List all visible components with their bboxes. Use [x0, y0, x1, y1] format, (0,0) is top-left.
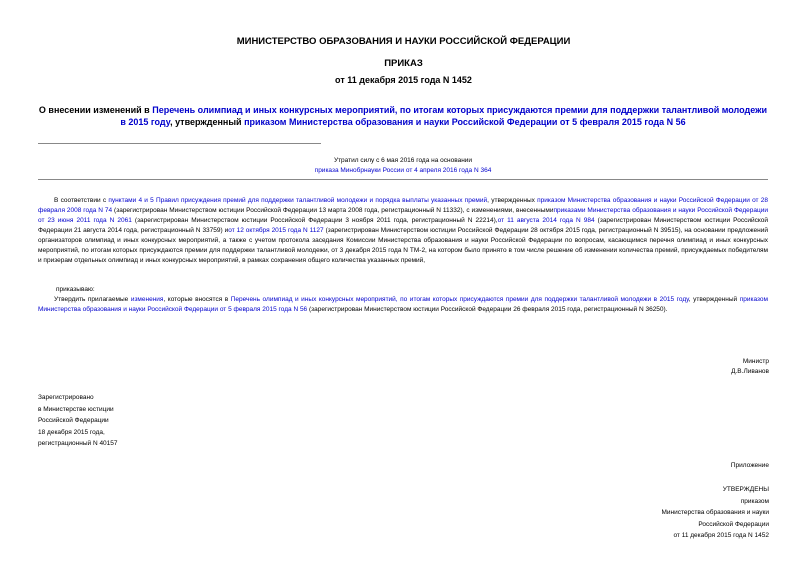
signature-name: Д.В.Ливанов [731, 368, 769, 375]
lost-force-line: Утратил силу с 6 мая 2016 года на основании [333, 157, 473, 164]
ministry-heading: МИНИСТЕРСТВО ОБРАЗОВАНИЯ И НАУКИ РОССИЙСКОЙ ФЕДЕРАЦИИ [236, 36, 571, 47]
approval-block [661, 484, 769, 542]
order-word: приказываю: [56, 286, 95, 293]
lost-force-link[interactable]: приказа Минобрнауки России от 4 апреля 2016 года N 364 [314, 167, 492, 174]
registration-line: Зарегистрировано [38, 394, 94, 401]
doc-date-number: от 11 декабря 2015 года N 1452 [335, 75, 472, 85]
p1-link-order-2061[interactable]: приказами Министерства образования и науки Российской Федерации от 23 июня 2011 года N 2061 [38, 207, 768, 224]
title-link-order[interactable]: приказом Министерства образования и науки Российской Федерации от 5 февраля 2015 года N 56 [244, 117, 686, 127]
preamble-paragraph [38, 196, 768, 266]
signature-position: Министр [742, 358, 769, 365]
divider-short [38, 143, 321, 144]
p1-link-order-1127[interactable]: от 12 октября 2015 года N 1127 [228, 227, 324, 234]
approval-line: от 11 декабря 2015 года N 1452 [673, 532, 769, 539]
approval-line: Российской Федерации [698, 520, 769, 528]
appendix-label: Приложение [730, 462, 769, 469]
doc-type-heading: ПРИКАЗ [384, 58, 423, 69]
p3-text-2: , которые вносятся в [163, 296, 231, 303]
document-title [38, 104, 768, 128]
title-text-1: О внесении изменений в [38, 105, 153, 115]
approval-line: УТВЕРЖДЕНЫ [722, 486, 769, 493]
p1-text-4: (зарегистрирован Министерством юстиции Российской Федерации 3 ноября 2011 года, регистрационный N 22214), [131, 217, 498, 224]
registration-block [38, 392, 118, 450]
p3-link-order-56[interactable]: приказом Министерства образования и науки Российской Федерации от 5 февраля 2015 года N 56 [38, 296, 768, 313]
approve-paragraph [38, 295, 768, 315]
p1-text-3: (зарегистрирован Министерством юстиции Российской Федерации 13 марта 2008 года, регистрационный N 11332), с изменениями, внесенными [112, 207, 554, 214]
registration-line: регистрационный N 40157 [38, 440, 118, 447]
p3-text-3: , утвержденный [688, 296, 740, 303]
p1-link-rules[interactable]: пунктами 4 и 5 Правил присуждения премий для поддержки талантливой молодежи и порядка выплаты указанных премий [108, 197, 488, 204]
p1-link-order-984[interactable]: от 11 августа 2014 года N 984 [497, 217, 595, 224]
p1-link-order-74[interactable]: приказом Министерства образования и науки Российской Федерации от 28 февраля 2008 года N 74 [38, 197, 768, 214]
p1-text-2: , утвержденных [487, 197, 538, 204]
registration-line: в Министерстве юстиции [38, 405, 114, 413]
p3-text-1: Утвердить прилагаемые [54, 296, 131, 303]
registration-line: Российской Федерации [38, 417, 109, 424]
p1-text-1: В соответствии с [54, 197, 109, 204]
p3-link-changes[interactable]: изменения [130, 296, 164, 303]
p1-text-6: (зарегистрирован Министерством юстиции Российской Федерации 28 октября 2015 года, регистрационный N 39515), на основании предложений организаторов олимпиад и иных конкурсных мероприятий, а также с учетом протокола заседания Комиссии Министерства образования и науки Российской Федерации по вопросам, касающимся перечня олимпиад и иных конкурсных мероприятий, по итогам которых присуждаются премии для поддержки талантливой молодежи, от 3 декабря 2015 года N ТМ-2, на котором было принято в том числе решение об изменении количества премий, присуждаемых победителям и призерам отдельных олимпиад и иных конкурсных мероприятий, в рамках сохранения общего количества указанных премий, [38, 227, 768, 264]
approval-line: Министерства образования и науки [661, 509, 769, 516]
title-link-list[interactable]: Перечень олимпиад и иных конкурсных мероприятий, по итогам которых присуждаются премии для поддержки талантливой молодежи в 2015 году [120, 105, 768, 127]
approval-line: приказом [740, 497, 769, 505]
signature-block [731, 357, 769, 377]
registration-line: 18 декабря 2015 года, [38, 428, 105, 436]
p1-text-5: (зарегистрирован Министерством юстиции Российской Федерации 21 августа 2014 года, регистрационный N 33759) и [38, 217, 769, 234]
p3-text-4: (зарегистрирован Министерством юстиции Российской Федерации 26 февраля 2015 года, регистрационный N 36250). [307, 306, 668, 313]
divider-full [38, 179, 768, 180]
title-text-2: , утвержденный [170, 117, 245, 127]
lost-force-note [38, 156, 768, 176]
p3-link-list[interactable]: Перечень олимпиад и иных конкурсных мероприятий, по итогам которых присуждаются премии для поддержки талантливой молодежи в 2015 году [230, 296, 689, 303]
